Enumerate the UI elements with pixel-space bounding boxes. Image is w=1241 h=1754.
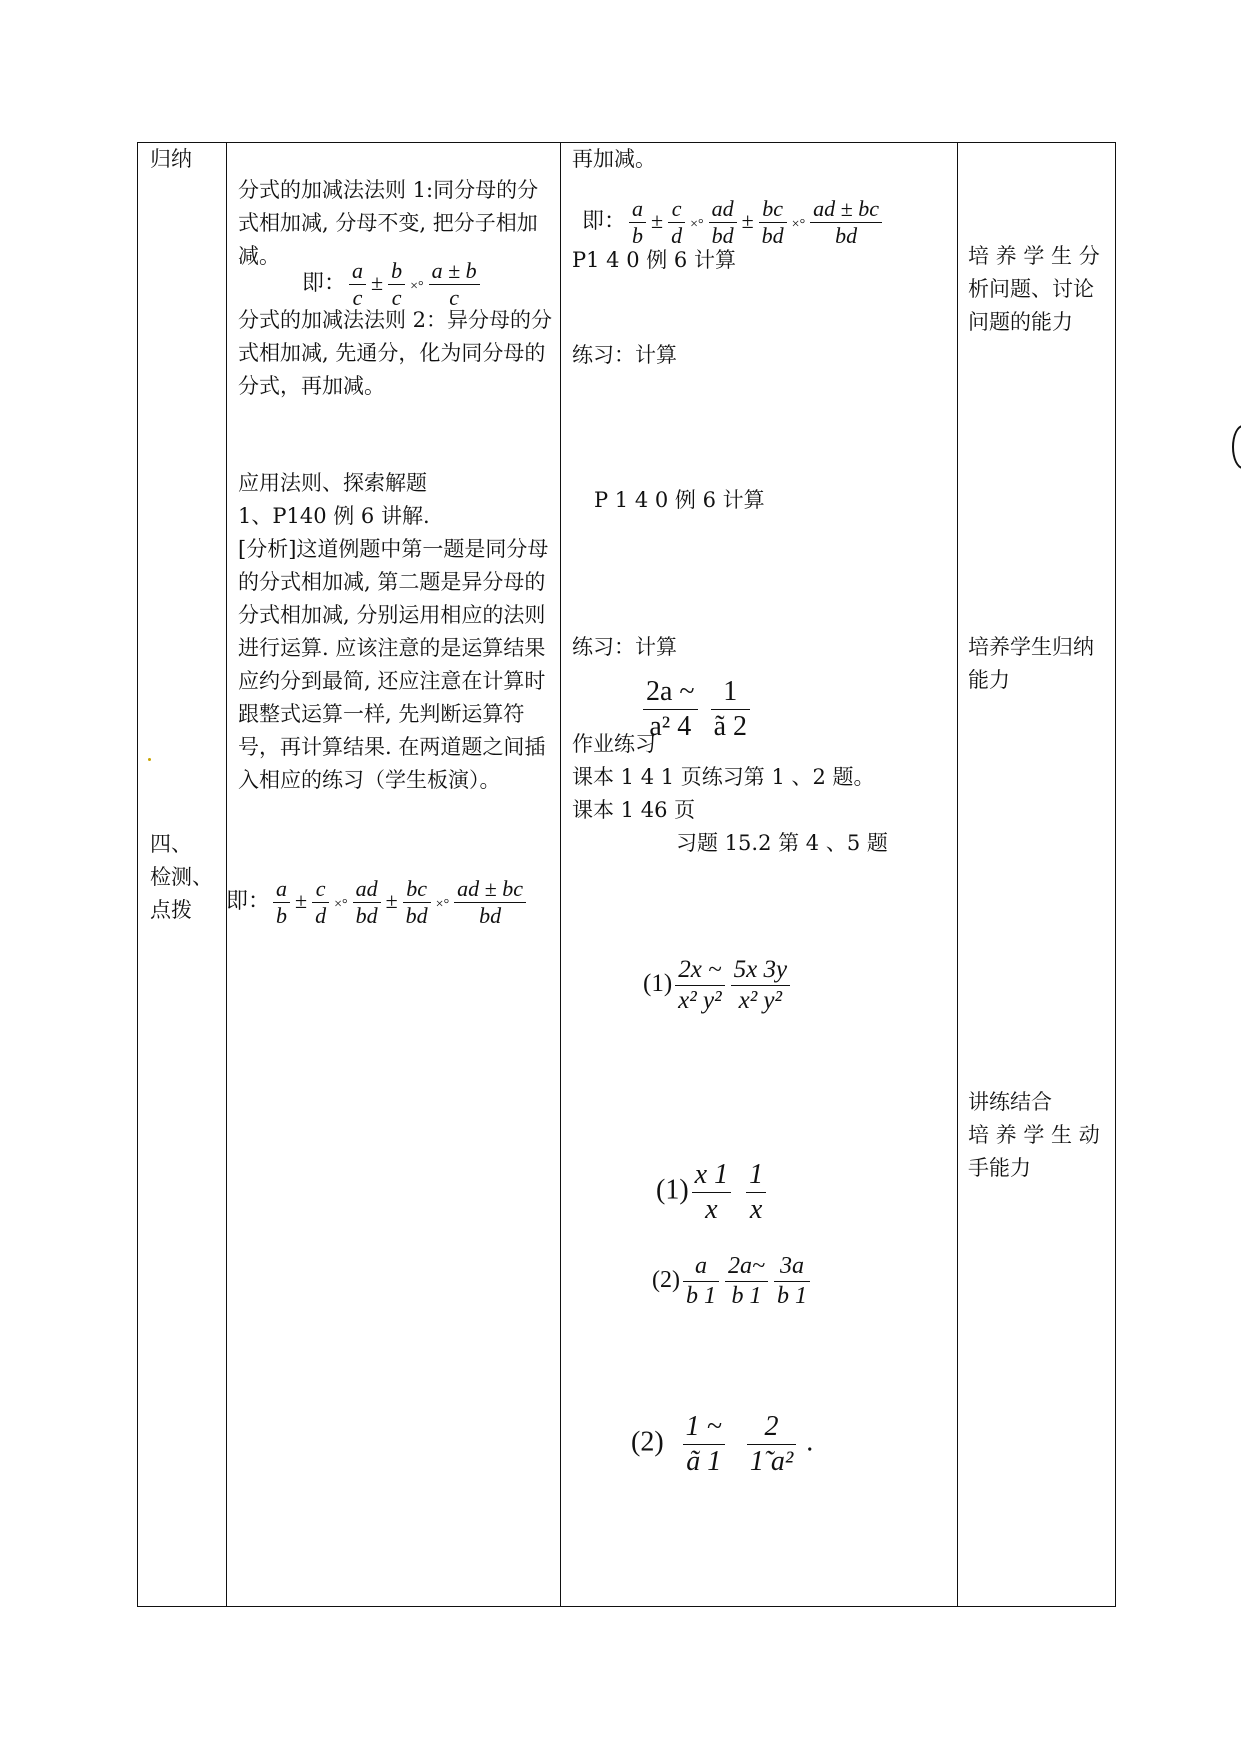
rule-2-text: 分式的加减法法则 2：异分母的分式相加减, 先通分，化为同分母的分式，再加减。	[238, 308, 553, 398]
practice-label-1: 练习：计算	[572, 343, 677, 367]
page-edge-mark	[1232, 425, 1241, 469]
rule-1-text: 分式的加减法法则 1:同分母的分式相加减, 分母不变, 把分子相加减。	[238, 178, 539, 268]
general-formula-col2: 即： $\frac{a}{b}$ ± $\frac{c}{d}$ ×° $\frac{ad}{bd}$ ± $\frac{bc}{bd}$ ×° $\frac{ad \pm bc}{bd}$	[226, 876, 529, 930]
example-ref-2: P 1 4 0 例 6 计算	[594, 488, 765, 512]
homework-line-1: 课本 1 4 1 页练习第 1 、2 题。	[572, 765, 875, 789]
row-label-summary: 归纳	[150, 147, 192, 171]
analysis-text: [分析]这道例题中第一题是同分母的分式相加减, 第二题是异分母的分式相加减, 分别运用相应的法则进行运算. 应该注意的是运算结果应约分到最简, 还应注意在计算时跟整式运算一样, 先判断运算符号，再计算结果. 在两道题之间插入相应的练习（学生板演）。	[238, 537, 549, 792]
goal-practice-line-1: 讲练结合	[968, 1090, 1052, 1114]
row-label-check	[150, 828, 213, 927]
apply-title: 应用法则、探索解题	[238, 471, 427, 495]
exercise-a: (1) $\frac{2x \sim}{\text{x² y²}}$ $\frac{5x 3y}{\text{x² y²}}$	[643, 955, 793, 1016]
yellow-dot	[148, 758, 151, 761]
homework-label: 作业练习	[572, 732, 656, 756]
exercise-b: (1) $\frac{x 1}{x}$ $\frac{1}{x}$	[656, 1158, 769, 1226]
practice-label-2: 练习：计算	[572, 635, 677, 659]
goal-analysis: 培 养 学 生 分析问题、讨论问题的能力	[968, 244, 1100, 334]
column-divider-1	[226, 143, 227, 1606]
exercise-c: (2) $\frac{a}{b 1}$ $\frac{2a\sim}{b 1}$ $\frac{3a}{b 1}$	[652, 1252, 813, 1311]
example-ref-1: P1 4 0 例 6 计算	[572, 248, 736, 272]
column-divider-2	[560, 143, 561, 1606]
practice-2-expression: $\frac{2a \sim}{\text{a² 4}}$ $\frac{1}{ã 2}$	[640, 675, 753, 743]
general-formula-col3: 即： $\frac{a}{b}$ ± $\frac{c}{d}$ ×° $\frac{ad}{bd}$ ± $\frac{bc}{bd}$ ×° $\frac{ad \pm bc}{bd}$	[582, 196, 885, 250]
continue-text: 再加减。	[572, 147, 656, 171]
homework-line-2: 课本 1 46 页	[572, 798, 696, 822]
row-label-line-1: 四、	[150, 832, 192, 856]
rule-1-formula: 即： $\frac{a}{c}$ ± $\frac{b}{c}$ ×° $\frac{a \pm b}{c}$	[302, 258, 483, 312]
row-label-line-3: 点拨	[150, 898, 192, 922]
goal-induction: 培养学生归纳能力	[968, 635, 1094, 692]
goal-practice-line-2: 培 养 学 生 动手能力	[968, 1123, 1100, 1180]
apply-item-1: 1、P140 例 6 讲解.	[238, 504, 430, 528]
exercise-d: (2) $\frac{1 \sim}{ã 1}$ $\frac{2}{\text{1̃ a²}}$ .	[631, 1411, 814, 1477]
column-divider-3	[957, 143, 958, 1606]
homework-line-3: 习题 15.2 第 4 、5 题	[676, 831, 888, 855]
row-label-line-2: 检测、	[150, 865, 213, 889]
